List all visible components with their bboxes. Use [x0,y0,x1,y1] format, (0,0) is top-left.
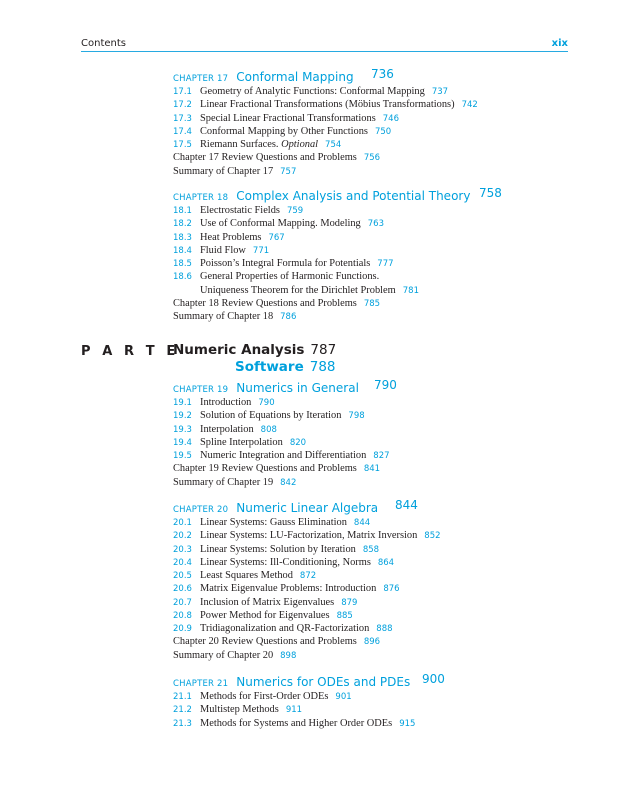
section-title: General Properties of Harmonic Functions. [200,271,380,283]
toc-entry[interactable] [173,231,470,244]
chapter-label: CHAPTER 18 [173,193,229,203]
toc-entry[interactable] [173,125,478,138]
section-title-italic: Optional [281,139,319,150]
chapter-title: Numerics in General [236,381,359,395]
page-number: xix [551,38,568,49]
section-number: 21.2 [173,705,192,716]
section-number: 21.3 [173,718,192,729]
chapter-heading[interactable] [173,672,445,690]
chapter-heading[interactable] [173,186,502,204]
section-title: Interpolation [200,423,254,435]
section-title: Spline Interpolation [200,436,283,448]
section-number: 17.4 [173,126,192,137]
section-title: Heat Problems [200,231,262,243]
section-page: 827 [373,451,390,461]
section-page: 790 [258,398,275,408]
review-page: 785 [363,298,381,309]
section-page: 781 [402,285,419,296]
toc-entry[interactable] [173,257,470,270]
chapter-label: CHAPTER 21 [173,679,229,689]
chapter-label: CHAPTER 17 [173,74,229,84]
chapter-19 [173,378,397,489]
chapter-21 [173,672,445,730]
section-page: 864 [377,557,395,568]
toc-entry[interactable] [173,270,470,283]
section-number: 19.3 [173,424,192,435]
section-page: 876 [383,584,400,595]
section-page: 858 [362,544,380,555]
section-title: Linear Systems: Ill-Conditioning, Norms [200,556,371,568]
review-title: Chapter 20 Review Questions and Problems [173,636,357,648]
section-title: Power Method for Eigenvalues [200,609,330,621]
section-number: 21.1 [173,692,192,702]
toc-entry[interactable] [173,423,390,436]
summary-entry[interactable] [173,310,470,323]
section-page: 885 [336,610,353,621]
section-title: Solution of Equations by Iteration [200,410,342,422]
summary-entry[interactable] [173,476,390,489]
section-title: Numeric Integration and Differentiation [200,450,367,461]
section-page: 820 [289,437,307,448]
section-page: 746 [382,113,399,124]
section-title: Tridiagonalization and QR-Factorization [200,623,370,634]
summary-title: Summary of Chapter 19 [173,476,274,488]
section-title: Linear Systems: LU-Factorization, Matrix Inversion [200,530,418,542]
toc-entry[interactable] [173,436,390,449]
chapter-17 [173,68,478,178]
section-page: 808 [260,424,277,435]
summary-entry[interactable] [173,165,478,178]
section-title: Special Linear Fractional Transformations [200,112,376,124]
toc-entry[interactable] [173,449,390,462]
chapter-label: CHAPTER 20 [173,505,229,515]
toc-entry[interactable] [173,112,478,125]
part-label: P A R T E [81,344,179,359]
section-page: 888 [376,624,393,634]
chapter-20 [173,499,441,662]
section-number: 20.1 [173,518,192,528]
summary-title: Summary of Chapter 20 [173,649,274,661]
review-page: 841 [363,464,381,475]
review-entry[interactable] [173,462,390,475]
review-entry[interactable] [173,635,441,648]
toc-entry[interactable] [173,690,415,703]
section-title: Methods for Systems and Higher Order ODEs [200,717,393,729]
section-title: Linear Systems: Gauss Elimination [200,517,347,528]
section-number: 20.8 [173,610,192,621]
summary-page: 786 [280,312,297,322]
section-title: Conformal Mapping by Other Functions [200,125,368,137]
chapter-title: Conformal Mapping [236,70,354,84]
toc-entry[interactable] [173,582,441,595]
section-number: 20.9 [173,624,192,634]
section-number: 17.3 [173,113,192,124]
section-number: 17.1 [173,87,192,97]
section-title: Poisson’s Integral Formula for Potentials [200,258,371,269]
section-page: 777 [377,259,394,269]
section-page: 844 [353,518,371,528]
section-number: 20.6 [173,584,192,595]
toc-entry[interactable] [173,244,470,257]
review-entry[interactable] [173,297,470,310]
section-title: Riemann Surfaces. [200,139,279,150]
section-number: 17.5 [173,140,192,150]
section-page: 759 [286,206,304,216]
toc-entry[interactable] [173,703,415,716]
section-page: 911 [285,705,303,716]
review-entry[interactable] [173,151,478,164]
summary-page: 757 [280,166,297,177]
section-page: 771 [252,245,270,256]
section-number: 17.2 [173,100,192,111]
toc-entry[interactable] [173,396,390,409]
summary-title: Summary of Chapter 17 [173,165,274,177]
review-title: Chapter 19 Review Questions and Problems [173,463,357,475]
part-title-line [173,342,336,358]
toc-entry[interactable] [173,217,470,230]
toc-entry[interactable] [173,717,415,730]
section-page: 763 [367,219,384,230]
section-title: Fluid Flow [200,244,246,256]
toc-entry[interactable] [173,622,441,635]
toc-entry[interactable] [173,569,441,582]
summary-title: Summary of Chapter 18 [173,311,274,322]
section-title: Inclusion of Matrix Eigenvalues [200,596,335,608]
section-title: Methods for First-Order ODEs [200,691,329,702]
part-title: Numeric Analysis [173,342,305,358]
part-subtitle-page: 788 [309,359,336,375]
chapter-page: 900 [422,672,445,686]
chapter-page: 758 [479,186,502,200]
section-number: 20.4 [173,557,192,568]
toc-entry[interactable] [173,609,441,622]
chapter-page: 844 [395,498,418,512]
summary-entry[interactable] [173,649,441,662]
section-title: Use of Conformal Mapping. Modeling [200,218,361,230]
section-number: 19.1 [173,398,192,408]
section-title: Linear Systems: Solution by Iteration [200,543,356,555]
section-title: Matrix Eigenvalue Problems: Introduction [200,583,377,595]
chapter-heading[interactable] [173,68,478,85]
section-number: 18.1 [173,206,192,216]
section-title-continued: Uniqueness Theorem for the Dirichlet Problem [200,284,396,296]
section-page: 737 [431,87,449,97]
section-page: 767 [268,232,285,243]
section-page: 798 [348,411,365,422]
section-page: 742 [461,100,478,111]
section-page: 879 [341,597,358,608]
chapter-title: Complex Analysis and Potential Theory [236,189,471,203]
toc-entry[interactable] [173,204,470,217]
section-title: Least Squares Method [200,570,293,581]
part-subtitle: Software [235,359,304,375]
section-page: 872 [299,571,317,581]
toc-entry[interactable] [173,138,478,151]
chapter-label: CHAPTER 19 [173,385,229,395]
section-page: 754 [325,140,342,150]
section-number: 19.2 [173,411,192,422]
section-number: 20.5 [173,571,192,581]
section-number: 19.5 [173,451,192,461]
review-page: 756 [363,153,381,164]
section-number: 18.4 [173,245,192,256]
toc-entry[interactable] [173,98,478,111]
review-title: Chapter 18 Review Questions and Problems [173,297,357,309]
summary-page: 842 [280,477,297,488]
chapter-title: Numerics for ODEs and PDEs [236,675,411,689]
running-head: Contents [81,38,126,49]
section-number: 18.6 [173,272,192,283]
section-number: 18.3 [173,232,192,243]
header-rule [81,51,568,52]
toc-entry[interactable] [173,556,441,569]
toc-entry-continued[interactable] [173,284,470,297]
section-title: Electrostatic Fields [200,205,280,216]
chapter-18 [173,186,502,323]
section-number: 20.3 [173,544,192,555]
part-page: 787 [310,342,337,358]
section-title: Introduction [200,397,252,408]
section-title: Linear Fractional Transformations (Möbius Transformations) [200,99,455,111]
toc-entry[interactable] [173,409,390,422]
chapter-heading[interactable] [173,499,441,516]
chapter-page: 736 [371,67,394,81]
toc-entry[interactable] [173,529,441,542]
section-title: Multistep Methods [200,704,279,716]
section-title: Geometry of Analytic Functions: Conformal Mapping [200,86,425,97]
section-number: 18.2 [173,219,192,230]
chapter-page: 790 [374,378,397,392]
toc-entry[interactable] [173,516,441,529]
toc-entry[interactable] [173,543,441,556]
chapter-heading[interactable] [173,378,397,396]
section-number: 18.5 [173,259,192,269]
section-number: 20.2 [173,531,192,542]
part-heading[interactable] [81,342,337,375]
summary-page: 898 [280,650,297,661]
section-page: 915 [399,718,416,729]
section-number: 19.4 [173,437,192,448]
review-page: 896 [363,637,381,648]
toc-entry[interactable] [173,596,441,609]
section-page: 901 [335,692,352,702]
chapter-title: Numeric Linear Algebra [236,501,379,515]
section-number: 20.7 [173,597,192,608]
section-page: 750 [374,126,392,137]
part-subtitle-line [235,359,336,375]
toc-entry[interactable] [173,85,478,98]
review-title: Chapter 17 Review Questions and Problems [173,152,357,164]
section-page: 852 [424,531,441,542]
